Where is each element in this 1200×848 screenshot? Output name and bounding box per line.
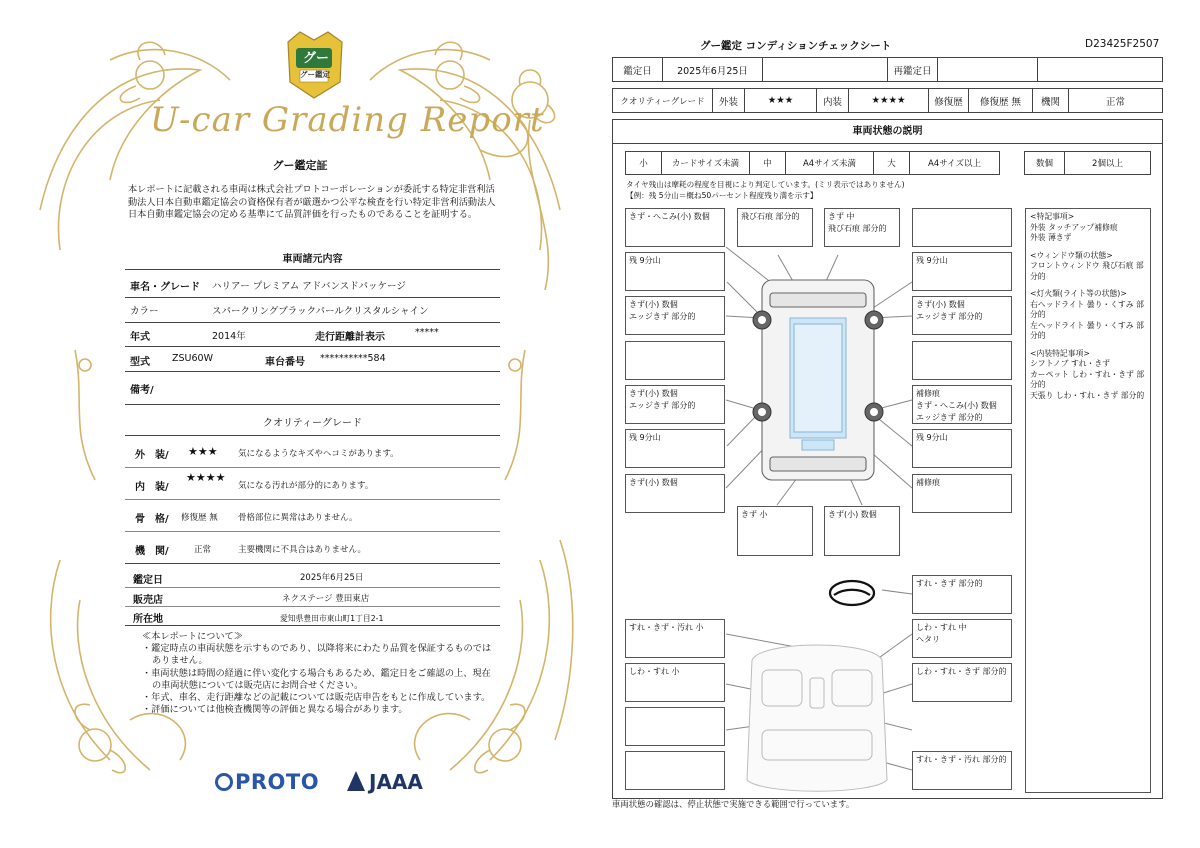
- legend-large-desc: A4サイズ以上: [910, 152, 1000, 175]
- exterior-stars: ★★★: [745, 89, 817, 113]
- color-value: スパークリングブラックパールクリスタルシャイン: [212, 306, 429, 317]
- interior-box: すれ・きず 部分的: [912, 575, 1012, 614]
- engine-value: 正常: [1069, 89, 1163, 113]
- emblem-label: グー鑑定: [300, 70, 330, 79]
- address-value: 愛知県豊田市東山町1丁目2-1: [280, 614, 384, 623]
- legend-mid: 中: [750, 152, 786, 175]
- engine-label: 機 関/: [135, 546, 169, 557]
- interior-box: しわ・すれ 小: [625, 663, 725, 702]
- spec-heading: 車両諸元内容: [282, 254, 343, 265]
- frame-text: 骨格部位に異常はありません。: [238, 513, 358, 523]
- inspect-date-label: 鑑定日: [613, 58, 663, 82]
- tire-note: タイヤ残山は摩耗の程度を目視により判定しています。(ミリ表示ではありません) 【例：残 5分山＝概ね50パーセント程度残り満を示す】: [626, 180, 905, 200]
- proto-mark-icon: [215, 773, 233, 791]
- legend-small-desc: カードサイズ未満: [662, 152, 750, 175]
- divider: [125, 404, 500, 405]
- divider: [125, 297, 500, 298]
- empty-cell: [1038, 58, 1163, 82]
- repair-label: 修復歴: [929, 89, 969, 113]
- certificate-title: グー鑑定証: [272, 159, 328, 172]
- quality-heading: クオリティーグレード: [263, 418, 362, 429]
- color-label: カラー: [130, 306, 159, 317]
- year-label: 年式: [130, 332, 150, 343]
- damage-box: [912, 341, 1012, 380]
- damage-box: [912, 208, 1012, 247]
- chassis-value: **********584: [320, 353, 386, 364]
- interior-box: [625, 751, 725, 790]
- interior-label: 内装: [817, 89, 849, 113]
- sheet-title: グー鑑定 コンディションチェックシート: [700, 40, 892, 52]
- exterior-text: 気になるようなキズやヘコミがあります。: [238, 449, 399, 459]
- interior-box: [625, 707, 725, 746]
- certificate-intro: 本レポートに記載される車両は株式会社プロトコーポレーションが委託する特定非営利活動法人日本自動車鑑定協会の資格保有者が厳選かつ公平な検査を行い特定非営利活動法人日本自動車鑑定協会の定める基準にて品質評価を行ったものであることを証明する。: [128, 184, 496, 220]
- engine-value: 正常: [194, 545, 212, 555]
- note-item: ・年式、車名、走行距離などの記載については販売店申告をもとに作成しています。: [142, 692, 491, 704]
- date-label: 鑑定日: [133, 575, 163, 586]
- count-legend: [1024, 151, 1151, 175]
- size-legend: [625, 151, 1000, 175]
- reinspect-label: 再鑑定日: [888, 58, 938, 82]
- divider: [125, 499, 500, 500]
- window-group: <ウィンドウ類の状態> フロントウィンドウ 飛び石痕 部分的: [1030, 250, 1144, 281]
- frame-label: 骨 格/: [135, 514, 169, 525]
- chassis-label: 車台番号: [265, 357, 305, 368]
- legend-small: 小: [626, 152, 662, 175]
- tire-box: 残 9分山: [625, 429, 725, 468]
- exterior-label: 外 装/: [135, 450, 169, 461]
- note-item: ・鑑定時点の車両状態を示すものであり、以降将来にわたり品質を保証するものではありません。: [142, 643, 492, 667]
- panel-title: 車両状態の説明: [612, 119, 1163, 144]
- grade-row: [612, 88, 1163, 113]
- divider: [125, 346, 500, 347]
- divider: [125, 322, 500, 323]
- frame-value: 修復歴 無: [181, 513, 218, 523]
- note-item: ・車両状態は時間の経過に伴い変化する場合もあるため、鑑定日をご確認の上、現在の車両状態については販売店にお問合せください。: [142, 667, 491, 691]
- damage-box: きず(小) 数個 エッジきず 部分的: [625, 296, 725, 335]
- tire-box: 残 9分山: [912, 252, 1012, 291]
- interior-notes-group: <内装特記事項> シフトノブ すれ・きず カーペット しわ・すれ・きず 部分的 天張り しわ・すれ・きず 部分的: [1030, 348, 1145, 400]
- date-row: [612, 57, 1163, 82]
- lights-group: <灯火類(ライト等の状態)> 右ヘッドライト 曇り・くすみ 部分的 左ヘッドライト 曇り・くすみ 部分的: [1030, 289, 1144, 340]
- interior-box: しわ・すれ 中 ヘタリ: [912, 619, 1012, 658]
- interior-text: 気になる汚れが部分的にあります。: [238, 481, 374, 491]
- tire-box: 残 9分山: [625, 252, 725, 291]
- exterior-stars: ★★★: [188, 445, 218, 458]
- remarks-label: 備考/: [130, 385, 154, 396]
- divider: [125, 587, 500, 588]
- exterior-label: 外装: [713, 89, 745, 113]
- date-value: 2025年6月25日: [300, 573, 364, 583]
- damage-box: きず(小) 数個: [625, 474, 725, 513]
- legend-large: 大: [874, 152, 910, 175]
- damage-box: きず(小) 数個 エッジきず 部分的: [912, 296, 1012, 335]
- damage-box: 飛び石痕 部分的: [737, 208, 813, 247]
- interior-label: 内 装/: [135, 482, 169, 493]
- divider: [125, 563, 500, 564]
- damage-box: きず 中 飛び石痕 部分的: [824, 208, 900, 247]
- special-notes: [1025, 208, 1151, 793]
- mileage-label: 走行距離計表示: [315, 332, 385, 343]
- interior-stars: ★★★★: [186, 471, 226, 484]
- proto-logo: PROTO: [215, 770, 319, 794]
- divider: [125, 269, 500, 270]
- address-label: 所在地: [133, 614, 163, 625]
- inspect-date-value: 2025年6月25日: [663, 58, 763, 82]
- reinspect-value: [938, 58, 1038, 82]
- interior-box: すれ・きず・汚れ 部分的: [912, 751, 1012, 790]
- car-interior-view: [747, 645, 887, 791]
- name-label: 車名・グレード: [130, 282, 200, 293]
- year-value: 2014年: [212, 331, 246, 342]
- tire-box: 残 9分山: [912, 429, 1012, 468]
- footer-note: 車両状態の確認は、停止状態で実施できる範囲で行っています。: [612, 799, 855, 809]
- legend-many-desc: 2個以上: [1065, 152, 1151, 175]
- model-label: 型式: [130, 357, 150, 368]
- dealer-label: 販売店: [133, 595, 163, 606]
- engine-text: 主要機関に不具合はありません。: [238, 545, 367, 555]
- damage-box: 補修痕 きず・へこみ(小) 数個 エッジきず 部分的: [912, 385, 1012, 424]
- empty-cell: [763, 58, 888, 82]
- divider: [125, 435, 500, 436]
- legend-many: 数個: [1025, 152, 1065, 175]
- notes-title: ≪本レポートについて≫: [142, 631, 243, 642]
- script-report-title: U-car Grading Report: [150, 100, 545, 140]
- jaaa-logo: JAAA: [347, 770, 423, 794]
- damage-box: きず 小: [737, 506, 813, 556]
- grade-label: クオリティーグレード: [613, 89, 713, 113]
- car-top-view: [762, 280, 874, 480]
- emblem-goo-glyph: グー: [302, 51, 329, 66]
- damage-box: [625, 341, 725, 380]
- interior-box: しわ・すれ・きず 部分的: [912, 663, 1012, 702]
- jaaa-mark-icon: [347, 771, 365, 791]
- damage-box: きず・へこみ(小) 数個: [625, 208, 725, 247]
- divider: [125, 371, 500, 372]
- divider: [125, 467, 500, 468]
- note-item: ・評価については他検査機関等の評価と異なる場合があります。: [142, 704, 408, 716]
- model-value: ZSU60W: [172, 353, 213, 364]
- damage-box: 補修痕: [912, 474, 1012, 513]
- name-value: ハリアー プレミアム アドバンスドパッケージ: [212, 281, 406, 292]
- report-notes: [142, 631, 498, 716]
- divider: [125, 531, 500, 532]
- dealer-value: ネクステージ 豊田東店: [282, 594, 370, 604]
- divider: [125, 606, 500, 607]
- repair-value: 修復歴 無: [969, 89, 1033, 113]
- legend-mid-desc: A4サイズ未満: [786, 152, 874, 175]
- interior-box: すれ・きず・汚れ 小: [625, 619, 725, 658]
- damage-box: きず(小) 数個: [824, 506, 900, 556]
- interior-stars: ★★★★: [849, 89, 929, 113]
- sheet-id: D23425F2507: [1085, 38, 1160, 50]
- steering-wheel-icon: [830, 581, 874, 605]
- mileage-value: *****: [415, 327, 439, 338]
- special-group: <特記事項> 外装 タッチアップ補修痕 外装 薄きず: [1030, 212, 1118, 242]
- divider: [125, 625, 500, 626]
- damage-box: きず(小) 数個 エッジきず 部分的: [625, 385, 725, 424]
- engine-label: 機関: [1033, 89, 1069, 113]
